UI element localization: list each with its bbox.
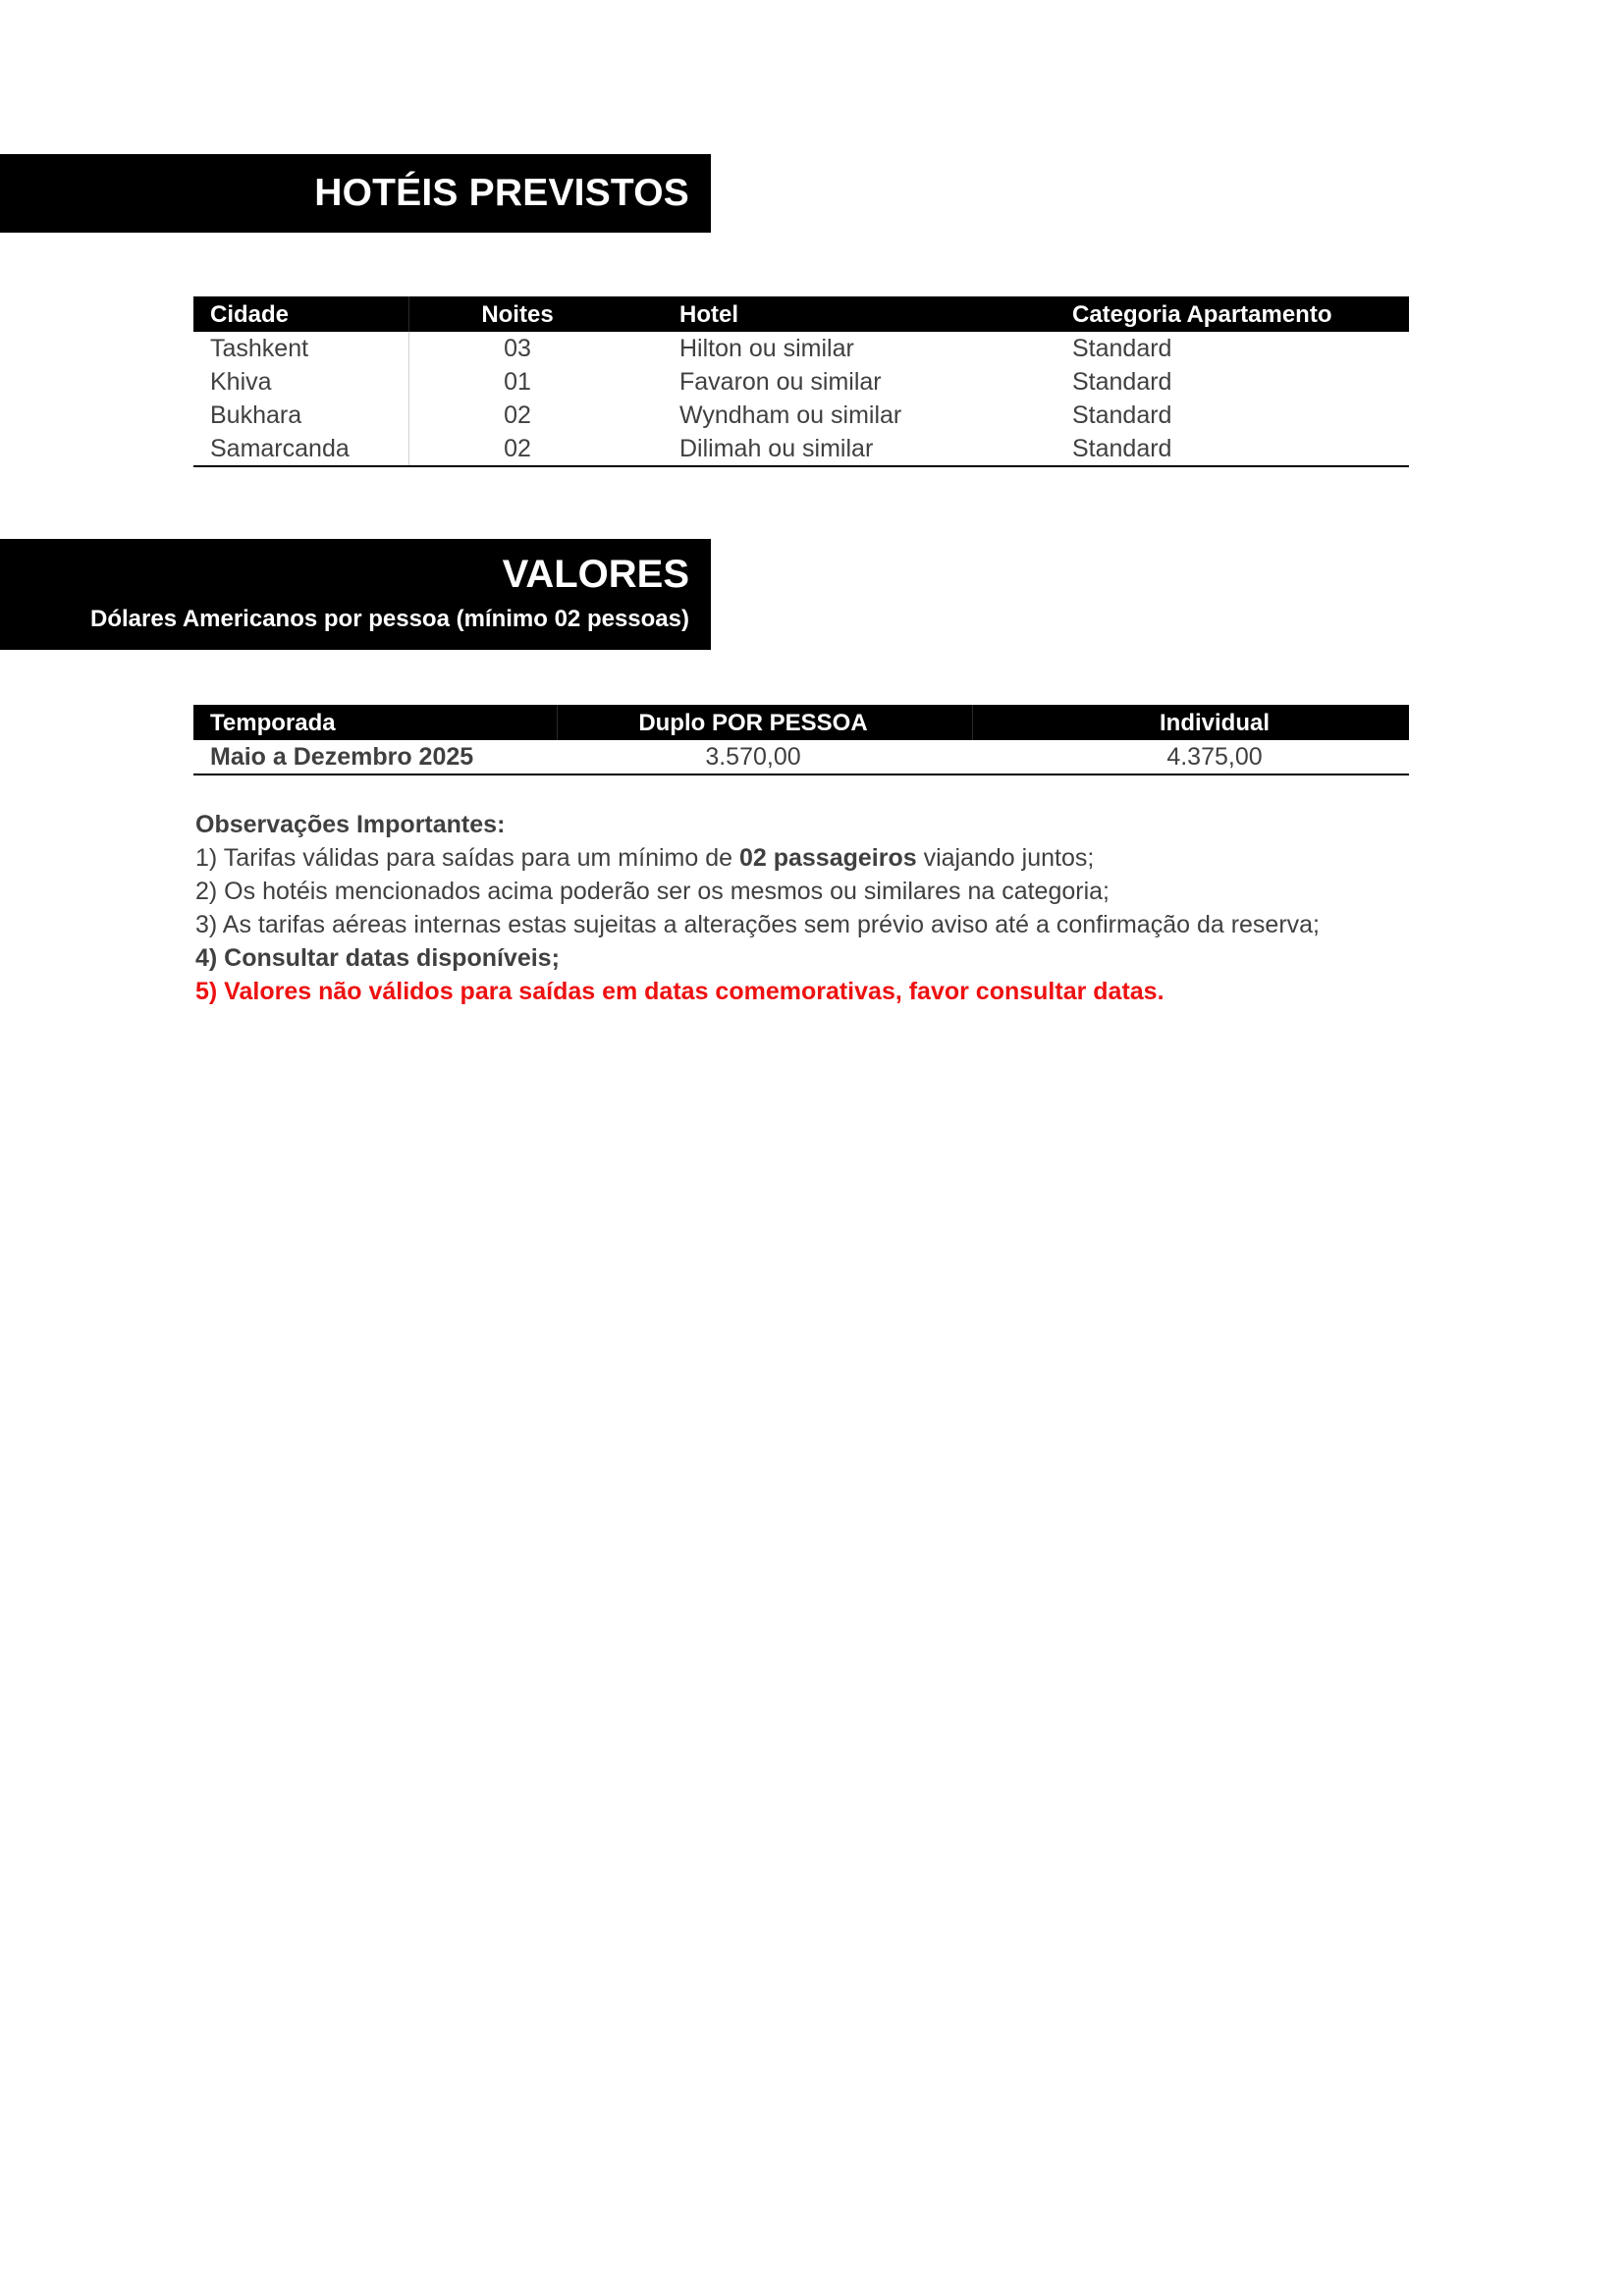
hotels-table-header: [193, 296, 1409, 332]
cell-category: Standard: [1072, 368, 1172, 396]
note-1-text-end: viajando juntos;: [916, 844, 1095, 872]
cell-category: Standard: [1072, 335, 1172, 362]
cell-hotel: Favaron ou similar: [679, 368, 882, 396]
note-1-text-start: 1) Tarifas válidas para saídas para um mínimo de: [195, 844, 739, 872]
cell-season: Maio a Dezembro 2025: [210, 743, 474, 771]
note-4: 4) Consultar datas disponíveis;: [195, 944, 560, 972]
values-section-subtitle: Dólares Americanos por pessoa (mínimo 02 pessoas): [90, 606, 689, 632]
note-5-warning: 5) Valores não válidos para saídas em datas comemorativas, favor consultar datas.: [195, 978, 1164, 1005]
header-city: Cidade: [210, 301, 290, 328]
cell-hotel: Wyndham ou similar: [679, 401, 902, 429]
header-season: Temporada: [210, 710, 336, 736]
prices-table-header: [193, 705, 1409, 740]
important-notes: [195, 808, 1472, 1008]
cell-city: Khiva: [210, 368, 272, 396]
table-row: [193, 740, 1409, 774]
cell-hotel: Dilimah ou similar: [679, 435, 874, 462]
header-hotel: Hotel: [679, 301, 738, 328]
row-divider: [408, 399, 409, 432]
table-bottom-rule: [193, 465, 1409, 467]
header-nights: Noites: [481, 301, 554, 328]
cell-city: Tashkent: [210, 335, 309, 362]
note-1: [195, 841, 1472, 875]
cell-city: Samarcanda: [210, 435, 350, 462]
cell-nights: 03: [504, 335, 531, 362]
row-divider: [408, 332, 409, 365]
cell-hotel: Hilton ou similar: [679, 335, 854, 362]
cell-single-price: 4.375,00: [1166, 743, 1263, 771]
cell-double-price: 3.570,00: [705, 743, 801, 771]
values-section-title: VALORES: [502, 553, 689, 596]
cell-category: Standard: [1072, 435, 1172, 462]
cell-nights: 01: [504, 368, 531, 396]
row-divider: [408, 432, 409, 465]
header-single: Individual: [1159, 710, 1270, 736]
note-2: 2) Os hotéis mencionados acima poderão ser os mesmos ou similares na categoria;: [195, 878, 1110, 905]
cell-city: Bukhara: [210, 401, 302, 429]
prices-table: [193, 705, 1409, 775]
table-bottom-rule: [193, 774, 1409, 775]
values-section-banner: [0, 539, 711, 650]
header-category: Categoria Apartamento: [1072, 301, 1332, 328]
hotels-section-banner: [0, 154, 711, 233]
header-divider: [972, 705, 973, 740]
hotels-section-title: HOTÉIS PREVISTOS: [314, 172, 689, 214]
note-1-emphasis: 02 passageiros: [738, 844, 917, 872]
hotels-table: [193, 296, 1409, 467]
cell-nights: 02: [504, 401, 531, 429]
table-row: [193, 332, 1409, 365]
table-row: [193, 432, 1409, 465]
note-3: 3) As tarifas aéreas internas estas sujeitas a alterações sem prévio aviso até a confirmação da reserva;: [195, 911, 1321, 938]
notes-title: Observações Importantes:: [195, 811, 506, 838]
table-row: [193, 399, 1409, 432]
row-divider: [408, 365, 409, 399]
table-row: [193, 365, 1409, 399]
cell-category: Standard: [1072, 401, 1172, 429]
header-double: Duplo POR PESSOA: [638, 710, 868, 736]
header-divider: [408, 296, 409, 332]
cell-nights: 02: [504, 435, 531, 462]
